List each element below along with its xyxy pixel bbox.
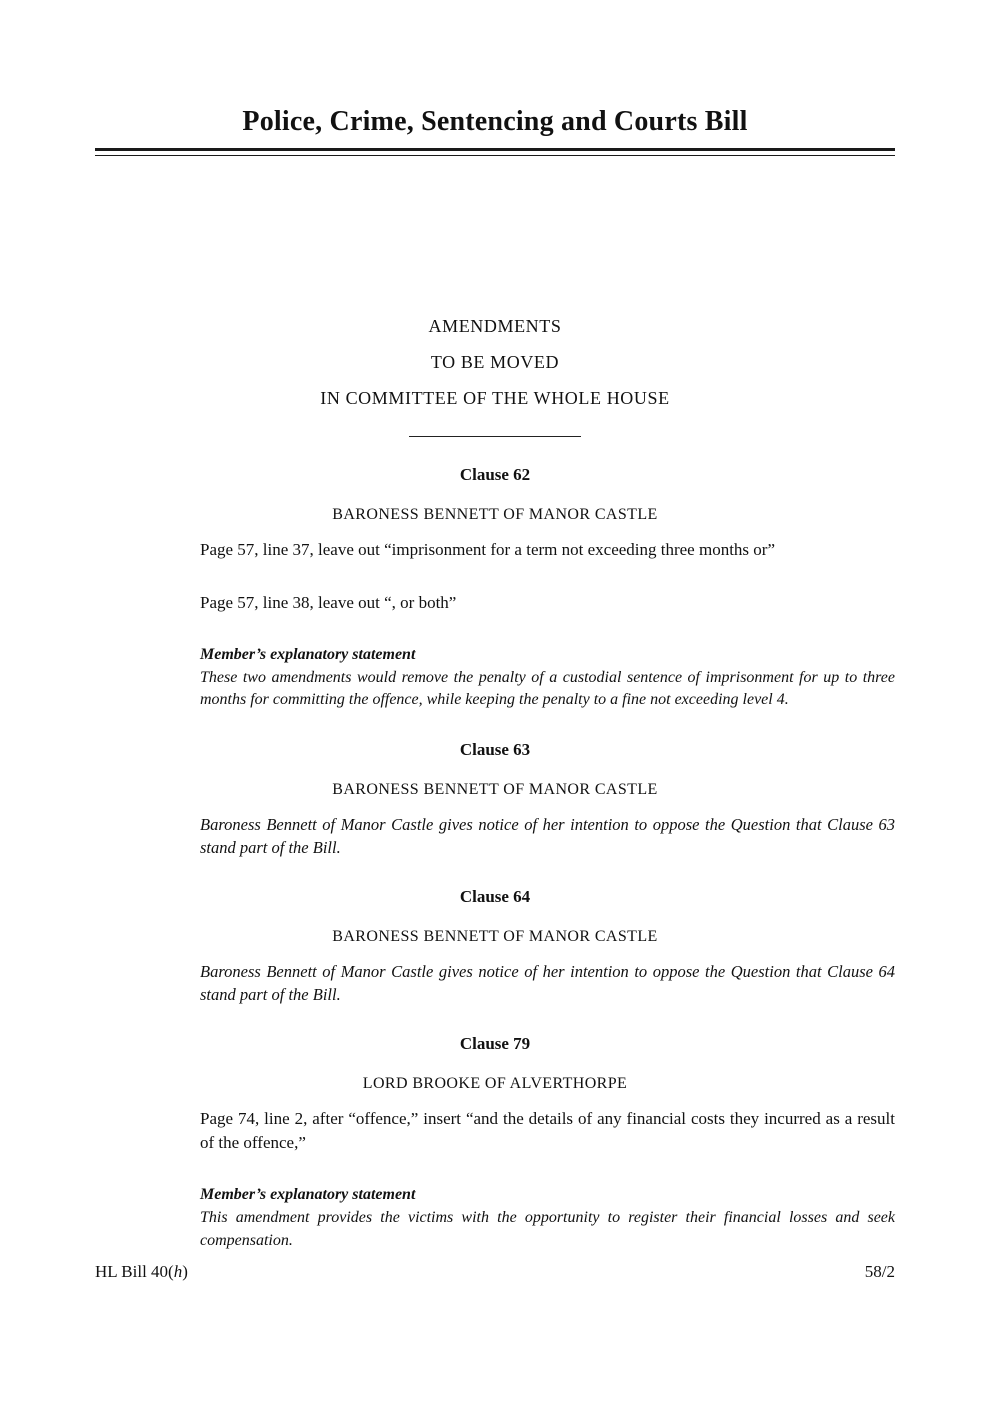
explanatory-statement-title: Member’s explanatory statement bbox=[200, 1186, 416, 1204]
clause-heading: Clause 79 bbox=[459, 1034, 531, 1053]
footer-bill-number bbox=[95, 1262, 188, 1282]
section-body bbox=[200, 538, 895, 712]
notice-paragraph: Baroness Bennett of Manor Castle gives notice of her intention to oppose the Question that Clause 63 stand part of the Bill. bbox=[200, 814, 895, 857]
section-clause-62 bbox=[95, 465, 895, 712]
sponsor-name: LORD BROOKE OF ALVERTHORPE bbox=[362, 1075, 628, 1092]
explanatory-statement bbox=[200, 646, 895, 712]
section-body bbox=[200, 813, 895, 859]
preamble-line-to-be-moved: TO BE MOVED bbox=[430, 351, 560, 372]
explanatory-statement bbox=[200, 1186, 895, 1252]
section-body bbox=[200, 1107, 895, 1252]
clause-heading: Clause 64 bbox=[459, 886, 531, 906]
footer-bill-number-italic: h bbox=[173, 1262, 183, 1281]
section-clause-63 bbox=[95, 740, 895, 859]
amendment-paragraph: Page 74, line 2, after “offence,” insert “and the details of any financial costs they incurred as a result of the offence,” bbox=[200, 1109, 895, 1153]
amendment-paragraph: Page 57, line 37, leave out “imprisonment for a term not exceeding three months or” bbox=[200, 539, 775, 559]
page-footer bbox=[95, 1262, 895, 1282]
clause-heading: Clause 62 bbox=[459, 464, 531, 484]
notice-paragraph: Baroness Bennett of Manor Castle gives notice of her intention to oppose the Question that Clause 64 stand part of the Bill. bbox=[200, 961, 895, 1004]
section-clause-64 bbox=[95, 887, 895, 1006]
sponsor-name: BARONESS BENNETT OF MANOR CASTLE bbox=[332, 505, 658, 523]
preamble bbox=[95, 308, 895, 416]
section-body bbox=[200, 960, 895, 1006]
explanatory-statement-title: Member’s explanatory statement bbox=[200, 645, 416, 663]
explanatory-statement-text: These two amendments would remove the penalty of a custodial sentence of imprisonment for up to three months for committing the offence, while keeping the penalty to a fine not exceeding level 4. bbox=[200, 668, 895, 709]
clause-heading: Clause 63 bbox=[459, 739, 531, 759]
section-clause-79 bbox=[95, 1034, 895, 1252]
footer-bill-number-prefix: HL Bill 40( bbox=[95, 1262, 174, 1281]
explanatory-statement-text: This amendment provides the victims with the opportunity to register their financial losses and seek compensation. bbox=[200, 1209, 895, 1249]
title-double-rule bbox=[95, 148, 895, 156]
document-title: Police, Crime, Sentencing and Courts Bill bbox=[242, 106, 748, 137]
preamble-line-amendments: AMENDMENTS bbox=[428, 315, 562, 336]
footer-page-number: 58/2 bbox=[864, 1262, 895, 1281]
preamble-line-committee: IN COMMITTEE OF THE WHOLE HOUSE bbox=[320, 387, 670, 408]
sponsor-name: BARONESS BENNETT OF MANOR CASTLE bbox=[332, 927, 658, 945]
amendment-paragraph: Page 57, line 38, leave out “, or both” bbox=[200, 592, 457, 612]
section-divider-rule bbox=[409, 436, 581, 437]
footer-bill-number-suffix: ) bbox=[182, 1262, 188, 1281]
sponsor-name: BARONESS BENNETT OF MANOR CASTLE bbox=[332, 780, 658, 798]
